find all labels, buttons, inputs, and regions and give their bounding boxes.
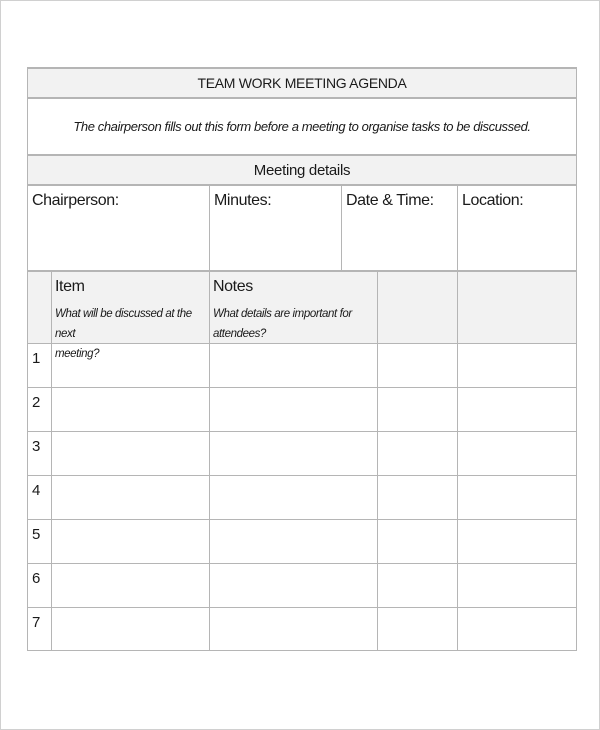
- extra-cell-1[interactable]: [377, 608, 457, 650]
- number-cell: [28, 432, 51, 475]
- meeting-details-heading: Meeting details: [253, 161, 351, 179]
- notes-cell[interactable]: [209, 476, 377, 519]
- row-number: 6: [32, 570, 41, 587]
- number-cell: [28, 608, 51, 650]
- item-cell[interactable]: [51, 520, 209, 563]
- agenda-table-header: [27, 270, 577, 360]
- notes-cell[interactable]: [209, 564, 377, 607]
- notes-cell[interactable]: [209, 608, 377, 650]
- chairperson-field[interactable]: [28, 186, 209, 270]
- meeting-details-row: [27, 184, 577, 270]
- row-number: 2: [32, 394, 41, 411]
- date-time-label: Date & Time:: [346, 192, 434, 209]
- notes-hint-line-1: What details are important for: [213, 308, 352, 320]
- table-row: [27, 607, 577, 651]
- extra-column-header-2: [457, 272, 576, 343]
- notes-column-hint: [213, 304, 352, 344]
- extra-cell-2[interactable]: [457, 432, 576, 475]
- table-row: [27, 475, 577, 519]
- item-cell[interactable]: [51, 344, 209, 387]
- extra-cell-1[interactable]: [377, 432, 457, 475]
- form-description: The chairperson fills out this form before a meeting to organise tasks to be discussed.: [73, 119, 531, 134]
- form-description-row: [27, 97, 577, 154]
- location-label: Location:: [462, 192, 524, 209]
- minutes-label: Minutes:: [214, 192, 272, 209]
- number-cell: [28, 564, 51, 607]
- item-column-label: Item: [55, 278, 85, 295]
- item-cell[interactable]: [51, 608, 209, 650]
- notes-cell[interactable]: [209, 388, 377, 431]
- extra-cell-2[interactable]: [457, 344, 576, 387]
- row-number: 3: [32, 438, 41, 455]
- extra-cell-2[interactable]: [457, 608, 576, 650]
- number-cell: [28, 476, 51, 519]
- table-row: [27, 431, 577, 475]
- notes-cell[interactable]: [209, 432, 377, 475]
- extra-cell-2[interactable]: [457, 564, 576, 607]
- extra-cell-1[interactable]: [377, 344, 457, 387]
- table-row: [27, 519, 577, 563]
- agenda-form: [27, 67, 577, 649]
- item-cell[interactable]: [51, 388, 209, 431]
- item-hint-line-2: meeting?: [55, 348, 100, 360]
- extra-cell-1[interactable]: [377, 564, 457, 607]
- notes-cell[interactable]: [209, 344, 377, 387]
- extra-column-header-1: [377, 272, 457, 343]
- table-row: [27, 563, 577, 607]
- meeting-details-heading-row: [27, 154, 577, 184]
- location-field[interactable]: [457, 186, 576, 270]
- item-column-header: [51, 272, 209, 360]
- minutes-field[interactable]: [209, 186, 341, 270]
- table-row: [27, 343, 577, 387]
- notes-hint-line-2: attendees?: [213, 328, 266, 340]
- notes-cell[interactable]: [209, 520, 377, 563]
- item-cell[interactable]: [51, 432, 209, 475]
- table-row: [27, 387, 577, 431]
- row-number: 4: [32, 482, 41, 499]
- row-number: 7: [32, 614, 41, 631]
- item-hint-line-1: What will be discussed at the next: [55, 308, 192, 340]
- number-cell: [28, 344, 51, 387]
- notes-column-header: [209, 272, 377, 343]
- number-column-header: [28, 272, 51, 343]
- extra-cell-1[interactable]: [377, 520, 457, 563]
- number-cell: [28, 520, 51, 563]
- row-number: 1: [32, 350, 41, 367]
- chairperson-label: Chairperson:: [32, 192, 119, 209]
- extra-cell-2[interactable]: [457, 476, 576, 519]
- form-title-row: [27, 67, 577, 97]
- item-cell[interactable]: [51, 476, 209, 519]
- extra-cell-1[interactable]: [377, 388, 457, 431]
- extra-cell-1[interactable]: [377, 476, 457, 519]
- number-cell: [28, 388, 51, 431]
- extra-cell-2[interactable]: [457, 520, 576, 563]
- item-cell[interactable]: [51, 564, 209, 607]
- form-title: TEAM WORK MEETING AGENDA: [197, 75, 407, 91]
- extra-cell-2[interactable]: [457, 388, 576, 431]
- date-time-field[interactable]: [341, 186, 457, 270]
- row-number: 5: [32, 526, 41, 543]
- notes-column-label: Notes: [213, 278, 253, 295]
